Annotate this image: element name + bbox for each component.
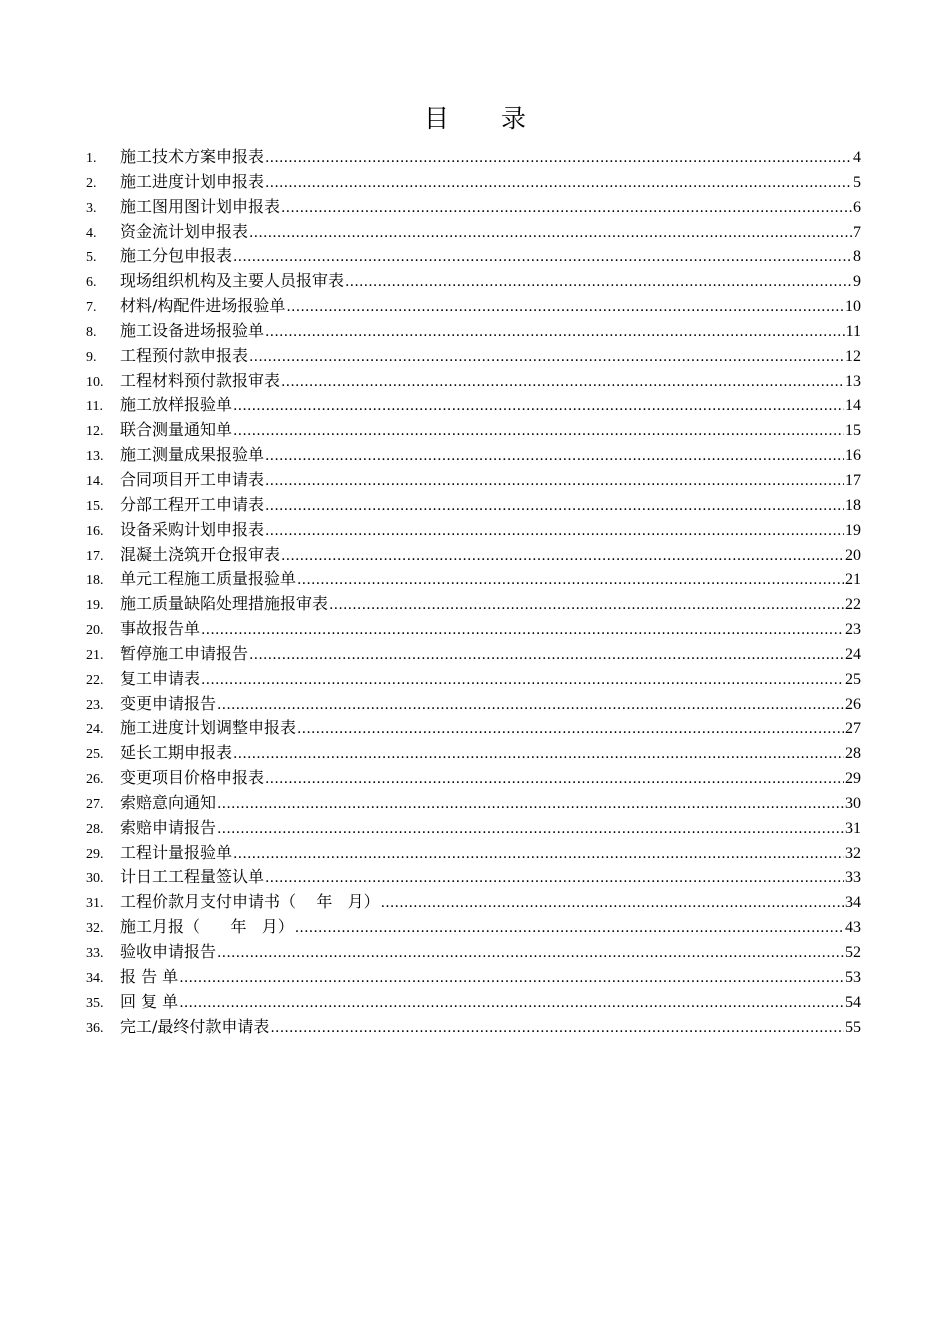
toc-entry-number: 12. bbox=[86, 424, 104, 440]
toc-dot-leader bbox=[265, 171, 852, 196]
toc-entry-number: 33. bbox=[86, 946, 104, 961]
toc-entry-title: 工程计量报验单 bbox=[120, 842, 233, 862]
toc-entry-title: 计日工工程量签认单 bbox=[120, 867, 265, 887]
toc-entry[interactable] bbox=[86, 791, 861, 816]
toc-entry[interactable] bbox=[86, 319, 861, 344]
toc-entry-page: 43 bbox=[845, 919, 861, 937]
toc-entry[interactable] bbox=[86, 642, 861, 667]
toc-entry-number: 17. bbox=[86, 548, 104, 564]
toc-entry-number: 35. bbox=[86, 995, 104, 1011]
toc-entry[interactable] bbox=[86, 269, 861, 294]
toc-dot-leader bbox=[381, 891, 844, 916]
toc-entry-title: 施工设备进场报验单 bbox=[120, 320, 265, 340]
toc-entry-title: 索赔申请报告 bbox=[120, 817, 217, 837]
toc-entry-title: 验收申请报告 bbox=[120, 942, 217, 961]
toc-entry-title: 延长工期申报表 bbox=[120, 743, 233, 763]
toc-entry-title: 施工测量成果报验单 bbox=[120, 445, 265, 465]
toc-entry-title: 事故报告单 bbox=[120, 619, 201, 639]
toc-entry-number: 26. bbox=[86, 772, 104, 788]
toc-entry[interactable] bbox=[86, 890, 861, 915]
toc-entry-page: 14 bbox=[845, 397, 861, 415]
toc-entry-page: 24 bbox=[845, 645, 861, 663]
toc-entry-title: 工程材料预付款报审表 bbox=[120, 370, 281, 390]
toc-entry[interactable] bbox=[86, 393, 861, 418]
toc-entry-page: 26 bbox=[845, 695, 861, 713]
toc-dot-leader bbox=[281, 544, 844, 569]
toc-entry-title: 施工月报（ 年 月） bbox=[120, 917, 294, 937]
toc-entry-page: 20 bbox=[845, 546, 861, 564]
toc-dot-leader bbox=[233, 245, 852, 270]
toc-entry-number: 10. bbox=[86, 374, 104, 390]
toc-entry-number: 36. bbox=[86, 1020, 104, 1036]
toc-entry-page: 7 bbox=[853, 223, 861, 241]
toc-entry[interactable] bbox=[86, 990, 861, 1015]
toc-entry[interactable] bbox=[86, 220, 861, 245]
toc-list bbox=[86, 145, 861, 1039]
toc-entry-number: 18. bbox=[86, 573, 104, 589]
toc-entry-title: 索赔意向通知 bbox=[120, 792, 217, 812]
toc-entry-number: 34. bbox=[86, 970, 104, 986]
toc-entry[interactable] bbox=[86, 592, 861, 617]
toc-entry[interactable] bbox=[86, 617, 861, 642]
toc-entry-number: 28. bbox=[86, 821, 104, 837]
toc-entry-title: 施工质量缺陷处理措施报审表 bbox=[120, 594, 329, 614]
toc-entry-page: 22 bbox=[845, 596, 861, 614]
toc-entry-page: 23 bbox=[845, 621, 861, 639]
toc-entry-page: 10 bbox=[845, 298, 861, 316]
toc-entry-page: 28 bbox=[845, 745, 861, 763]
toc-entry-page: 33 bbox=[845, 869, 861, 887]
toc-entry-number: 7. bbox=[86, 300, 97, 316]
toc-entry-number: 11. bbox=[86, 399, 103, 415]
toc-entry[interactable] bbox=[86, 865, 861, 890]
toc-entry[interactable] bbox=[86, 493, 861, 518]
toc-entry-title: 工程价款月支付申请书（ 年 月） bbox=[120, 892, 380, 912]
toc-dot-leader bbox=[201, 668, 844, 693]
toc-dot-leader bbox=[265, 494, 844, 519]
toc-entry-page: 13 bbox=[845, 372, 861, 390]
toc-entry-number: 14. bbox=[86, 473, 104, 489]
toc-entry-number: 1. bbox=[86, 151, 97, 166]
toc-entry-title: 混凝土浇筑开仓报审表 bbox=[120, 544, 281, 564]
toc-entry[interactable] bbox=[86, 567, 861, 592]
toc-entry-title: 施工放样报验单 bbox=[120, 395, 233, 415]
toc-entry-number: 19. bbox=[86, 598, 104, 614]
toc-entry-title: 施工分包申报表 bbox=[120, 246, 233, 266]
toc-entry-page: 32 bbox=[845, 844, 861, 862]
toc-dot-leader bbox=[249, 345, 844, 370]
toc-entry-title: 回 复 单 bbox=[120, 991, 179, 1011]
toc-dot-leader bbox=[297, 717, 844, 742]
toc-dot-leader bbox=[286, 295, 844, 320]
toc-entry-number: 27. bbox=[86, 796, 104, 812]
toc-entry[interactable] bbox=[86, 443, 861, 468]
toc-entry-page: 5 bbox=[853, 173, 861, 191]
toc-entry-title: 复工申请表 bbox=[120, 668, 201, 688]
toc-dot-leader bbox=[281, 196, 852, 221]
toc-entry-title: 施工图用图计划申报表 bbox=[120, 196, 281, 216]
toc-dot-leader bbox=[233, 742, 844, 767]
toc-entry-title: 施工进度计划申报表 bbox=[120, 171, 265, 191]
toc-dot-leader bbox=[179, 966, 844, 991]
toc-dot-leader bbox=[249, 643, 844, 668]
toc-entry-title: 分部工程开工申请表 bbox=[120, 494, 265, 514]
toc-entry-page: 52 bbox=[845, 944, 861, 961]
toc-entry[interactable] bbox=[86, 965, 861, 990]
toc-entry-title: 资金流计划申报表 bbox=[120, 221, 249, 241]
toc-entry-number: 13. bbox=[86, 449, 104, 465]
toc-entry-title: 材料/构配件进场报验单 bbox=[120, 296, 286, 316]
toc-dot-leader bbox=[179, 991, 844, 1016]
toc-entry-number: 25. bbox=[86, 747, 104, 763]
toc-dot-leader bbox=[265, 866, 844, 891]
toc-entry-page: 53 bbox=[845, 968, 861, 986]
toc-entry-title: 联合测量通知单 bbox=[120, 420, 233, 440]
toc-entry-page: 54 bbox=[845, 993, 861, 1011]
toc-dot-leader bbox=[233, 394, 844, 419]
toc-entry-number: 22. bbox=[86, 672, 104, 688]
toc-entry-title: 单元工程施工质量报验单 bbox=[120, 569, 297, 589]
toc-entry[interactable] bbox=[86, 195, 861, 220]
toc-entry-number: 21. bbox=[86, 647, 104, 663]
toc-entry[interactable] bbox=[86, 1015, 861, 1040]
toc-entry-page: 25 bbox=[845, 670, 861, 688]
toc-entry-title: 合同项目开工申请表 bbox=[120, 469, 265, 489]
toc-entry-number: 23. bbox=[86, 697, 104, 713]
toc-entry-number: 4. bbox=[86, 225, 97, 241]
toc-entry-title: 变更申请报告 bbox=[120, 693, 217, 713]
toc-entry[interactable] bbox=[86, 841, 861, 866]
toc-entry-page: 6 bbox=[853, 198, 861, 216]
toc-dot-leader bbox=[265, 444, 844, 469]
toc-entry-page: 11 bbox=[845, 322, 861, 340]
toc-entry-page: 34 bbox=[845, 894, 861, 912]
toc-entry-page: 17 bbox=[845, 471, 861, 489]
toc-entry-page: 30 bbox=[845, 794, 861, 812]
toc-entry-number: 6. bbox=[86, 275, 97, 291]
toc-entry-title: 现场组织机构及主要人员报审表 bbox=[120, 271, 345, 291]
toc-entry[interactable] bbox=[86, 741, 861, 766]
toc-entry-number: 15. bbox=[86, 498, 104, 514]
toc-entry-page: 9 bbox=[853, 273, 861, 291]
toc-entry-page: 4 bbox=[853, 149, 861, 166]
toc-entry-page: 27 bbox=[845, 720, 861, 738]
toc-entry[interactable] bbox=[86, 940, 861, 965]
toc-entry-number: 31. bbox=[86, 896, 104, 912]
toc-entry-number: 2. bbox=[86, 175, 97, 191]
toc-entry-page: 8 bbox=[853, 248, 861, 266]
toc-entry-page: 55 bbox=[845, 1018, 861, 1036]
toc-entry-page: 18 bbox=[845, 496, 861, 514]
toc-entry[interactable] bbox=[86, 667, 861, 692]
toc-dot-leader bbox=[265, 519, 844, 544]
toc-dot-leader bbox=[265, 320, 845, 345]
toc-entry-number: 32. bbox=[86, 921, 104, 937]
toc-entry[interactable] bbox=[86, 369, 861, 394]
toc-dot-leader bbox=[345, 270, 852, 295]
toc-entry-number: 5. bbox=[86, 250, 97, 266]
toc-entry-title: 施工技术方案申报表 bbox=[120, 147, 265, 166]
toc-entry-page: 12 bbox=[845, 347, 861, 365]
toc-entry[interactable] bbox=[86, 716, 861, 741]
toc-dot-leader bbox=[281, 370, 844, 395]
toc-entry-page: 15 bbox=[845, 422, 861, 440]
toc-dot-leader bbox=[297, 568, 844, 593]
toc-entry-title: 暂停施工申请报告 bbox=[120, 643, 249, 663]
toc-entry[interactable] bbox=[86, 170, 861, 195]
toc-dot-leader bbox=[265, 767, 844, 792]
toc-entry-page: 16 bbox=[845, 447, 861, 465]
toc-title: 目 录 bbox=[424, 104, 548, 133]
toc-entry-number: 24. bbox=[86, 722, 104, 738]
toc-entry[interactable] bbox=[86, 244, 861, 269]
toc-entry-title: 完工/最终付款申请表 bbox=[120, 1016, 270, 1036]
toc-entry-number: 20. bbox=[86, 623, 104, 639]
toc-entry[interactable] bbox=[86, 518, 861, 543]
toc-entry[interactable] bbox=[86, 344, 861, 369]
toc-entry[interactable] bbox=[86, 816, 861, 841]
toc-entry-page: 29 bbox=[845, 770, 861, 788]
toc-entry[interactable] bbox=[86, 692, 861, 717]
toc-dot-leader bbox=[217, 693, 844, 718]
toc-entry[interactable] bbox=[86, 543, 861, 568]
toc-dot-leader bbox=[295, 916, 844, 941]
toc-entry-title: 工程预付款申报表 bbox=[120, 345, 249, 365]
toc-entry[interactable] bbox=[86, 468, 861, 493]
toc-dot-leader bbox=[233, 419, 844, 444]
toc-entry-page: 21 bbox=[845, 571, 861, 589]
toc-dot-leader bbox=[201, 618, 844, 643]
toc-dot-leader bbox=[270, 1016, 844, 1041]
toc-dot-leader bbox=[249, 221, 852, 246]
toc-entry[interactable] bbox=[86, 418, 861, 443]
toc-entry-title: 报 告 单 bbox=[120, 966, 179, 986]
toc-entry-number: 3. bbox=[86, 200, 97, 216]
toc-entry-title: 变更项目价格申报表 bbox=[120, 768, 265, 788]
toc-dot-leader bbox=[329, 593, 844, 618]
toc-dot-leader bbox=[217, 817, 844, 842]
toc-entry-page: 31 bbox=[845, 819, 861, 837]
toc-entry-number: 8. bbox=[86, 324, 97, 340]
toc-entry[interactable] bbox=[86, 294, 861, 319]
toc-entry[interactable] bbox=[86, 766, 861, 791]
toc-entry-title: 施工进度计划调整申报表 bbox=[120, 718, 297, 738]
toc-entry-number: 30. bbox=[86, 871, 104, 887]
toc-entry-number: 9. bbox=[86, 349, 97, 365]
toc-entry-page: 19 bbox=[845, 521, 861, 539]
toc-entry-number: 29. bbox=[86, 846, 104, 862]
toc-dot-leader bbox=[265, 469, 844, 494]
toc-entry[interactable] bbox=[86, 915, 861, 940]
toc-dot-leader bbox=[217, 941, 844, 966]
toc-dot-leader bbox=[265, 146, 852, 171]
toc-entry[interactable] bbox=[86, 145, 861, 170]
toc-dot-leader bbox=[217, 792, 844, 817]
toc-dot-leader bbox=[233, 842, 844, 867]
toc-entry-title: 设备采购计划申报表 bbox=[120, 519, 265, 539]
toc-entry-number: 16. bbox=[86, 523, 104, 539]
